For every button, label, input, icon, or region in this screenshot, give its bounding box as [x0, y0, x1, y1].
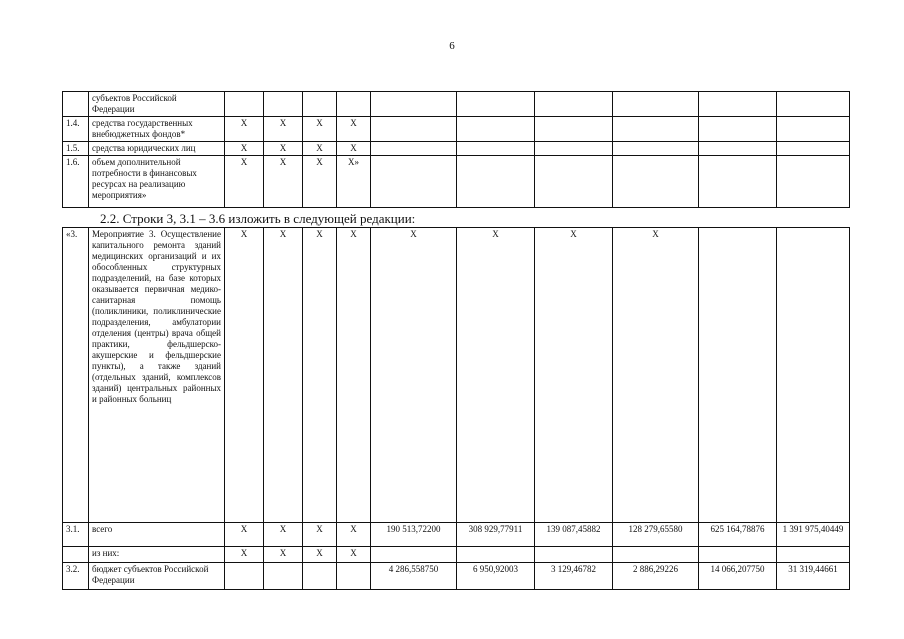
table-row [63, 92, 850, 117]
table-cell [264, 92, 303, 117]
row-name: субъектов Российской Федерации [89, 92, 225, 117]
table-cell [371, 547, 457, 563]
table-cell [535, 92, 613, 117]
table-cell [457, 156, 535, 208]
table-cell: 190 513,72200 [371, 523, 457, 547]
page-number: 6 [449, 40, 455, 52]
table-cell [337, 92, 371, 117]
table-cell: X [303, 117, 337, 142]
row-number: 1.4. [63, 117, 89, 142]
row-name: бюджет субъектов Российской Федерации [89, 563, 225, 590]
table-cell [777, 228, 850, 523]
table-cell [613, 156, 699, 208]
table-cell: X [225, 156, 264, 208]
table-row [63, 563, 850, 590]
table-cell [777, 156, 850, 208]
table-cell: X [264, 547, 303, 563]
table-cell [225, 92, 264, 117]
table-cell: 1 391 975,40449 [777, 523, 850, 547]
row-name: средства юридических лиц [89, 142, 225, 156]
table-cell: X [225, 142, 264, 156]
table-cell [699, 156, 777, 208]
table-cell: X [225, 547, 264, 563]
table-cell [337, 563, 371, 590]
table-cell: X [303, 547, 337, 563]
table-row [63, 142, 850, 156]
table-cell: X [457, 228, 535, 523]
table-cell [777, 117, 850, 142]
table-cell [457, 92, 535, 117]
table-cell [535, 117, 613, 142]
table-cell: X [371, 228, 457, 523]
table-cell [371, 92, 457, 117]
table-cell [303, 563, 337, 590]
table-cell: X [264, 117, 303, 142]
row-name: Мероприятие 3. Осуществление капитального ремонта зданий медицинских организаций и их обособленных структурных подразделений, на базе которых оказывается первичная медико-санитарная помощь (поликлиники, поликлинические подразделения, амбулатории отделения (центры) врача общей практики, фельдшерско-акушерские и фельдшерские пункты), а также зданий (отдельных зданий, комплексов зданий) центральных районных и районных больниц [89, 228, 225, 523]
table-cell: X [225, 523, 264, 547]
table-cell: X [337, 142, 371, 156]
row-name: из них: [89, 547, 225, 563]
table-cell: 625 164,78876 [699, 523, 777, 547]
row-number: 3.2. [63, 563, 89, 590]
table-cell: 4 286,558750 [371, 563, 457, 590]
table-cell: X [337, 523, 371, 547]
table-cell: X [264, 523, 303, 547]
table-cell: X [613, 228, 699, 523]
table-cell: X [303, 142, 337, 156]
table-cell [699, 228, 777, 523]
table-cell [535, 142, 613, 156]
table-cell: 128 279,65580 [613, 523, 699, 547]
row-number [63, 92, 89, 117]
table-cell [457, 142, 535, 156]
section-heading: 2.2. Строки 3, 3.1 – 3.6 изложить в следующей редакции: [100, 211, 416, 226]
table-cell: X [535, 228, 613, 523]
table-cell: X [225, 228, 264, 523]
row-number: 1.5. [63, 142, 89, 156]
table-cell: 6 950,92003 [457, 563, 535, 590]
table-cell [371, 142, 457, 156]
row-name: всего [89, 523, 225, 547]
table-cell [535, 547, 613, 563]
row-number: «3. [63, 228, 89, 523]
table-cell: 14 066,207750 [699, 563, 777, 590]
table-cell [264, 563, 303, 590]
table-cell [457, 117, 535, 142]
table-cell [699, 142, 777, 156]
table-cell [303, 92, 337, 117]
table-cell [371, 156, 457, 208]
table-cell [699, 117, 777, 142]
row-name: средства государственных внебюджетных фондов* [89, 117, 225, 142]
table-cell: 2 886,29226 [613, 563, 699, 590]
table-cell [699, 547, 777, 563]
table-cell: X [337, 117, 371, 142]
table-cell [777, 547, 850, 563]
table-cell: X [264, 156, 303, 208]
row-number: 1.6. [63, 156, 89, 208]
row-number [63, 547, 89, 563]
table-cell: 3 129,46782 [535, 563, 613, 590]
table-row [63, 117, 850, 142]
table-row [63, 156, 850, 208]
table-cell: X [264, 142, 303, 156]
table-cell [613, 92, 699, 117]
table-cell: X [264, 228, 303, 523]
table-cell [777, 92, 850, 117]
table-cell: X [337, 547, 371, 563]
table-cell [613, 117, 699, 142]
table-cell: X [337, 228, 371, 523]
row-name: объем дополнительной потребности в финансовых ресурсах на реализацию мероприятия» [89, 156, 225, 208]
table-cell: 139 087,45882 [535, 523, 613, 547]
table-cell [535, 156, 613, 208]
table-cell: X [225, 117, 264, 142]
table-cell [613, 142, 699, 156]
table-row [63, 547, 850, 563]
table-cell [777, 142, 850, 156]
table-row [63, 523, 850, 547]
table-cell [371, 117, 457, 142]
table-cell: X [303, 228, 337, 523]
table-cell [613, 547, 699, 563]
table-cell: 31 319,44661 [777, 563, 850, 590]
table-cell [457, 547, 535, 563]
financing-table-part1 [62, 91, 850, 208]
table-row [63, 228, 850, 523]
table-cell [699, 92, 777, 117]
financing-table-part2 [62, 227, 850, 590]
table-cell [225, 563, 264, 590]
table-cell: X [303, 156, 337, 208]
table-cell: X [303, 523, 337, 547]
row-number: 3.1. [63, 523, 89, 547]
table-cell: 308 929,77911 [457, 523, 535, 547]
table-cell: X» [337, 156, 371, 208]
